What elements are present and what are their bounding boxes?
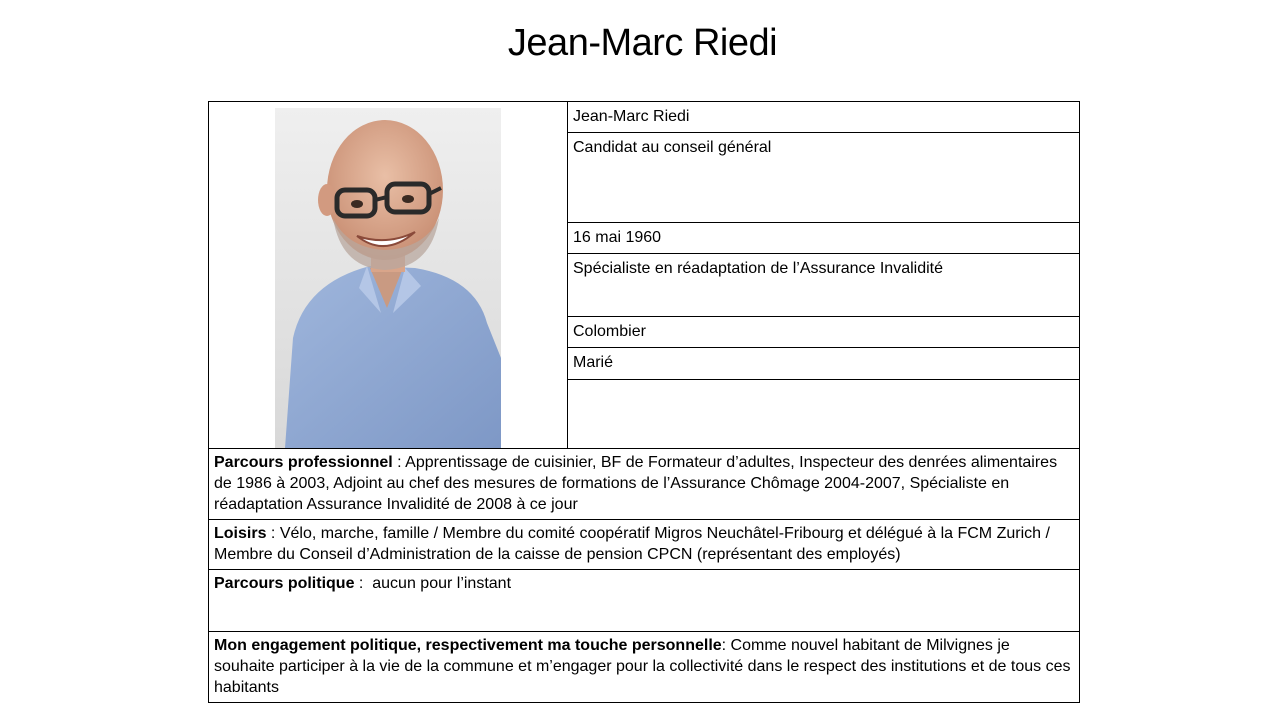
professional-cell (209, 449, 1080, 520)
professional-label: Parcours professionnel (214, 454, 393, 471)
candidate-extra (568, 379, 1080, 448)
engagement-label: Mon engagement politique, respectivement ma touche personnelle (214, 637, 722, 654)
candidate-photo (275, 108, 501, 448)
candidate-name: Jean-Marc Riedi (568, 102, 1080, 133)
candidate-town: Colombier (568, 316, 1080, 347)
candidate-occupation: Spécialiste en réadaptation de l’Assurance Invalidité (568, 253, 1080, 316)
page-title: Jean-Marc Riedi (507, 22, 778, 64)
engagement-cell (209, 632, 1080, 703)
hobbies-separator: : (266, 525, 280, 542)
candidate-card (208, 101, 1080, 703)
political-cell (209, 570, 1080, 632)
photo-cell (209, 102, 568, 449)
engagement-separator: : (721, 637, 731, 654)
hobbies-text: Vélo, marche, famille / Membre du comité coopératif Migros Neuchâtel-Fribourg et délégué à la FCM Zurich / Membre du Conseil d’Administration de la caisse de pension CPCN (représentant des employés) (214, 525, 1050, 563)
professional-separator: : (392, 454, 406, 471)
section-hobbies (209, 520, 1080, 570)
hobbies-cell (209, 520, 1080, 570)
political-separator: : (354, 575, 373, 592)
professional-text: Apprentissage de cuisinier, BF de Formateur d’adultes, Inspecteur des denrées alimentaires de 1986 à 2003, Adjoint au chef des mesures de formations de l’Assurance Chômage 2004-2007, Spécialiste en réadaptation Assurance Invalidité de 2008 à ce jour (214, 454, 1058, 513)
section-political (209, 570, 1080, 632)
hobbies-label: Loisirs (214, 525, 267, 542)
political-text: aucun pour l’instant (372, 575, 512, 592)
section-professional (209, 449, 1080, 520)
engagement-text: Comme nouvel habitant de Milvignes je souhaite participer à la vie de la commune et m’engager pour la collectivité dans le respect des institutions et de tous ces habitants (214, 637, 1071, 696)
political-label: Parcours politique (214, 575, 355, 592)
candidate-role: Candidat au conseil général (568, 133, 1080, 222)
name-row (209, 102, 1080, 133)
candidate-birthdate: 16 mai 1960 (568, 222, 1080, 253)
portrait-illustration (275, 108, 501, 448)
candidate-status: Marié (568, 348, 1080, 379)
section-engagement (209, 632, 1080, 703)
